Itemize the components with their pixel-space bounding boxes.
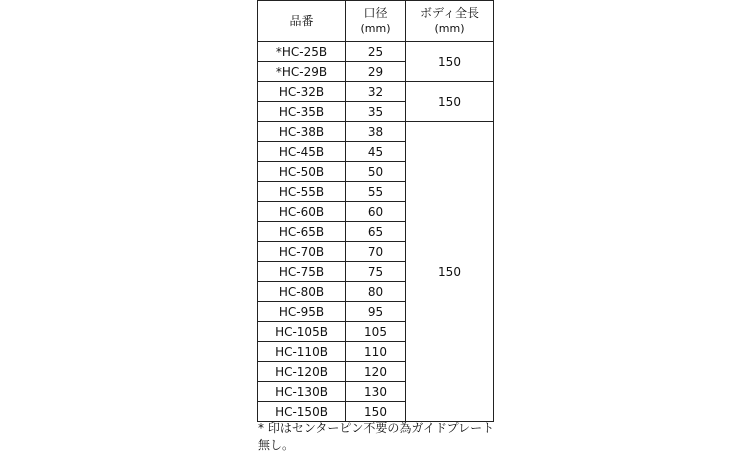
- part-number-cell: HC-120B: [258, 362, 346, 382]
- diameter-cell: 130: [346, 382, 406, 402]
- part-number-cell: HC-65B: [258, 222, 346, 242]
- diameter-cell: 29: [346, 62, 406, 82]
- part-number-cell: HC-38B: [258, 122, 346, 142]
- part-number-cell: HC-110B: [258, 342, 346, 362]
- diameter-cell: 70: [346, 242, 406, 262]
- diameter-cell: 65: [346, 222, 406, 242]
- footnote-line-2: 無し。: [258, 438, 295, 452]
- diameter-cell: 75: [346, 262, 406, 282]
- part-number-cell: HC-45B: [258, 142, 346, 162]
- part-number-cell: HC-105B: [258, 322, 346, 342]
- part-number-cell: HC-35B: [258, 102, 346, 122]
- body-length-cell: 150: [406, 82, 494, 122]
- part-number-cell: HC-50B: [258, 162, 346, 182]
- part-number-cell: HC-75B: [258, 262, 346, 282]
- diameter-cell: 32: [346, 82, 406, 102]
- body-length-cell: 150: [406, 42, 494, 82]
- table-row: [258, 122, 494, 142]
- part-number-cell: *HC-29B: [258, 62, 346, 82]
- diameter-cell: 110: [346, 342, 406, 362]
- diameter-cell: 60: [346, 202, 406, 222]
- part-number-cell: HC-80B: [258, 282, 346, 302]
- part-number-cell: HC-70B: [258, 242, 346, 262]
- footnote-line-1: * 印はセンターピン不要の為ガイドプレート: [258, 421, 495, 435]
- diameter-cell: 95: [346, 302, 406, 322]
- header-body-length: ボディ全長 (mm): [406, 1, 494, 42]
- product-spec-table: [257, 0, 494, 422]
- diameter-cell: 80: [346, 282, 406, 302]
- diameter-cell: 45: [346, 142, 406, 162]
- diameter-cell: 25: [346, 42, 406, 62]
- diameter-cell: 35: [346, 102, 406, 122]
- table-header-row: [258, 1, 494, 42]
- header-part-number: 品番: [258, 1, 346, 42]
- table-body: [258, 42, 494, 422]
- diameter-cell: 150: [346, 402, 406, 422]
- part-number-cell: HC-150B: [258, 402, 346, 422]
- part-number-cell: HC-55B: [258, 182, 346, 202]
- table-row: [258, 42, 494, 62]
- diameter-cell: 38: [346, 122, 406, 142]
- footnote: [258, 420, 558, 454]
- diameter-cell: 120: [346, 362, 406, 382]
- part-number-cell: *HC-25B: [258, 42, 346, 62]
- part-number-cell: HC-95B: [258, 302, 346, 322]
- part-number-cell: HC-60B: [258, 202, 346, 222]
- diameter-cell: 50: [346, 162, 406, 182]
- table-row: [258, 82, 494, 102]
- header-diameter: 口径 (mm): [346, 1, 406, 42]
- body-length-cell: 150: [406, 122, 494, 422]
- diameter-cell: 55: [346, 182, 406, 202]
- part-number-cell: HC-130B: [258, 382, 346, 402]
- diameter-cell: 105: [346, 322, 406, 342]
- part-number-cell: HC-32B: [258, 82, 346, 102]
